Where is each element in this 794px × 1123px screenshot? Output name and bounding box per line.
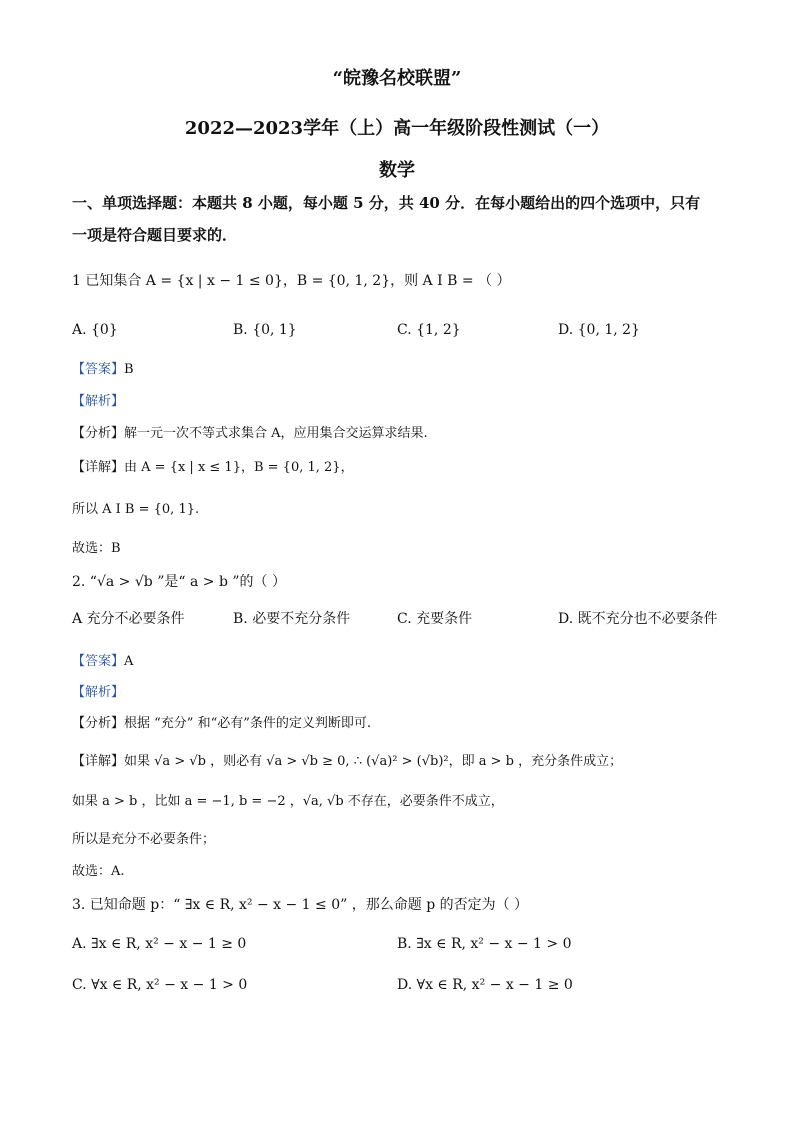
exam-title: 2022—2023学年（上）高一年级阶段性测试（一）	[184, 118, 610, 139]
q2-stem: 2. “√a > √b ”是“ a > b ”的（ ）	[72, 574, 286, 590]
q1-detail-text: 由 A = {x | x ≤ 1}，B = {0, 1, 2}，	[124, 460, 354, 475]
q1-option-b: B. {0, 1}	[233, 322, 297, 338]
q2-fenxi-row	[72, 712, 371, 731]
q1-result: 所以 A I B = {0, 1}.	[72, 502, 200, 517]
q2-answer-value: A	[124, 654, 134, 669]
subject-title: 数学	[379, 160, 415, 181]
q3-option-c: C. ∀x ∈ R, x² − x − 1 > 0	[72, 977, 248, 993]
q3-stem: 3. 已知命题 p：“ ∃x ∈ R, x² − x − 1 ≤ 0” ，那么命题 p 的否定为（ ）	[72, 897, 529, 913]
q2-choose: 故选：A.	[72, 864, 125, 879]
q2-fenxi-text: 根据 “充分” 和“必有”条件的定义判断即可.	[124, 716, 371, 731]
alliance-title: “皖豫名校联盟”	[332, 68, 462, 89]
q2-option-c: C. 充要条件	[397, 611, 473, 627]
q3-option-d: D. ∀x ∈ R, x² − x − 1 ≥ 0	[397, 977, 573, 993]
q1-option-a: A. {0}	[72, 322, 118, 338]
q2-option-d: D. 既不充分也不必要条件	[558, 611, 718, 627]
q3-option-a: A. ∃x ∈ R, x² − x − 1 ≥ 0	[72, 936, 247, 952]
q1-answer-tag: 【答案】	[72, 362, 125, 377]
q2-detail-line3: 所以是充分不必要条件；	[72, 832, 216, 847]
q1-option-d: D. {0, 1, 2}	[558, 322, 640, 338]
q3-option-b: B. ∃x ∈ R, x² − x − 1 > 0	[397, 936, 572, 952]
section-heading-line1: 一、单项选择题：本题共 8 小题，每小题 5 分，共 40 分．在每小题给出的四个选项中，只有	[72, 194, 701, 212]
q1-answer-row	[72, 358, 134, 377]
q1-detail-tag: 【详解】	[72, 460, 125, 475]
q1-stem: 1 已知集合 A = {x | x − 1 ≤ 0}，B = {0, 1, 2}，则 A I B = （ ）	[72, 273, 511, 289]
q1-fenxi-row	[72, 422, 428, 441]
q2-analysis-tag: 【解析】	[72, 685, 125, 700]
q2-detail-text: 如果 √a > √b ，则必有 √a > √b ≥ 0, ∴ (√a)² > (√b)²，即 a > b ，充分条件成立；	[124, 754, 623, 769]
q2-answer-row	[72, 650, 133, 669]
q2-detail-line2: 如果 a > b ，比如 a = −1, b = −2 ，√a, √b 不存在，必要条件不成立，	[72, 794, 504, 809]
q2-option-b: B. 必要不充分条件	[233, 611, 351, 627]
q2-answer-tag: 【答案】	[72, 654, 125, 669]
q1-analysis-tag: 【解析】	[72, 394, 125, 409]
q1-choose: 故选：B	[72, 541, 121, 556]
q1-fenxi-tag: 【分析】	[72, 426, 125, 441]
q2-detail-row	[72, 750, 622, 769]
q1-detail-row	[72, 456, 354, 475]
q2-option-a: A 充分不必要条件	[72, 611, 185, 627]
q2-fenxi-tag: 【分析】	[72, 716, 125, 731]
q1-fenxi-text: 解一元一次不等式求集合 A，应用集合交运算求结果.	[124, 426, 428, 441]
q2-detail-tag: 【详解】	[72, 754, 125, 769]
q1-answer-value: B	[124, 362, 134, 377]
section-heading-line2: 一项是符合题目要求的．	[72, 226, 238, 244]
q1-option-c: C. {1, 2}	[397, 322, 461, 338]
